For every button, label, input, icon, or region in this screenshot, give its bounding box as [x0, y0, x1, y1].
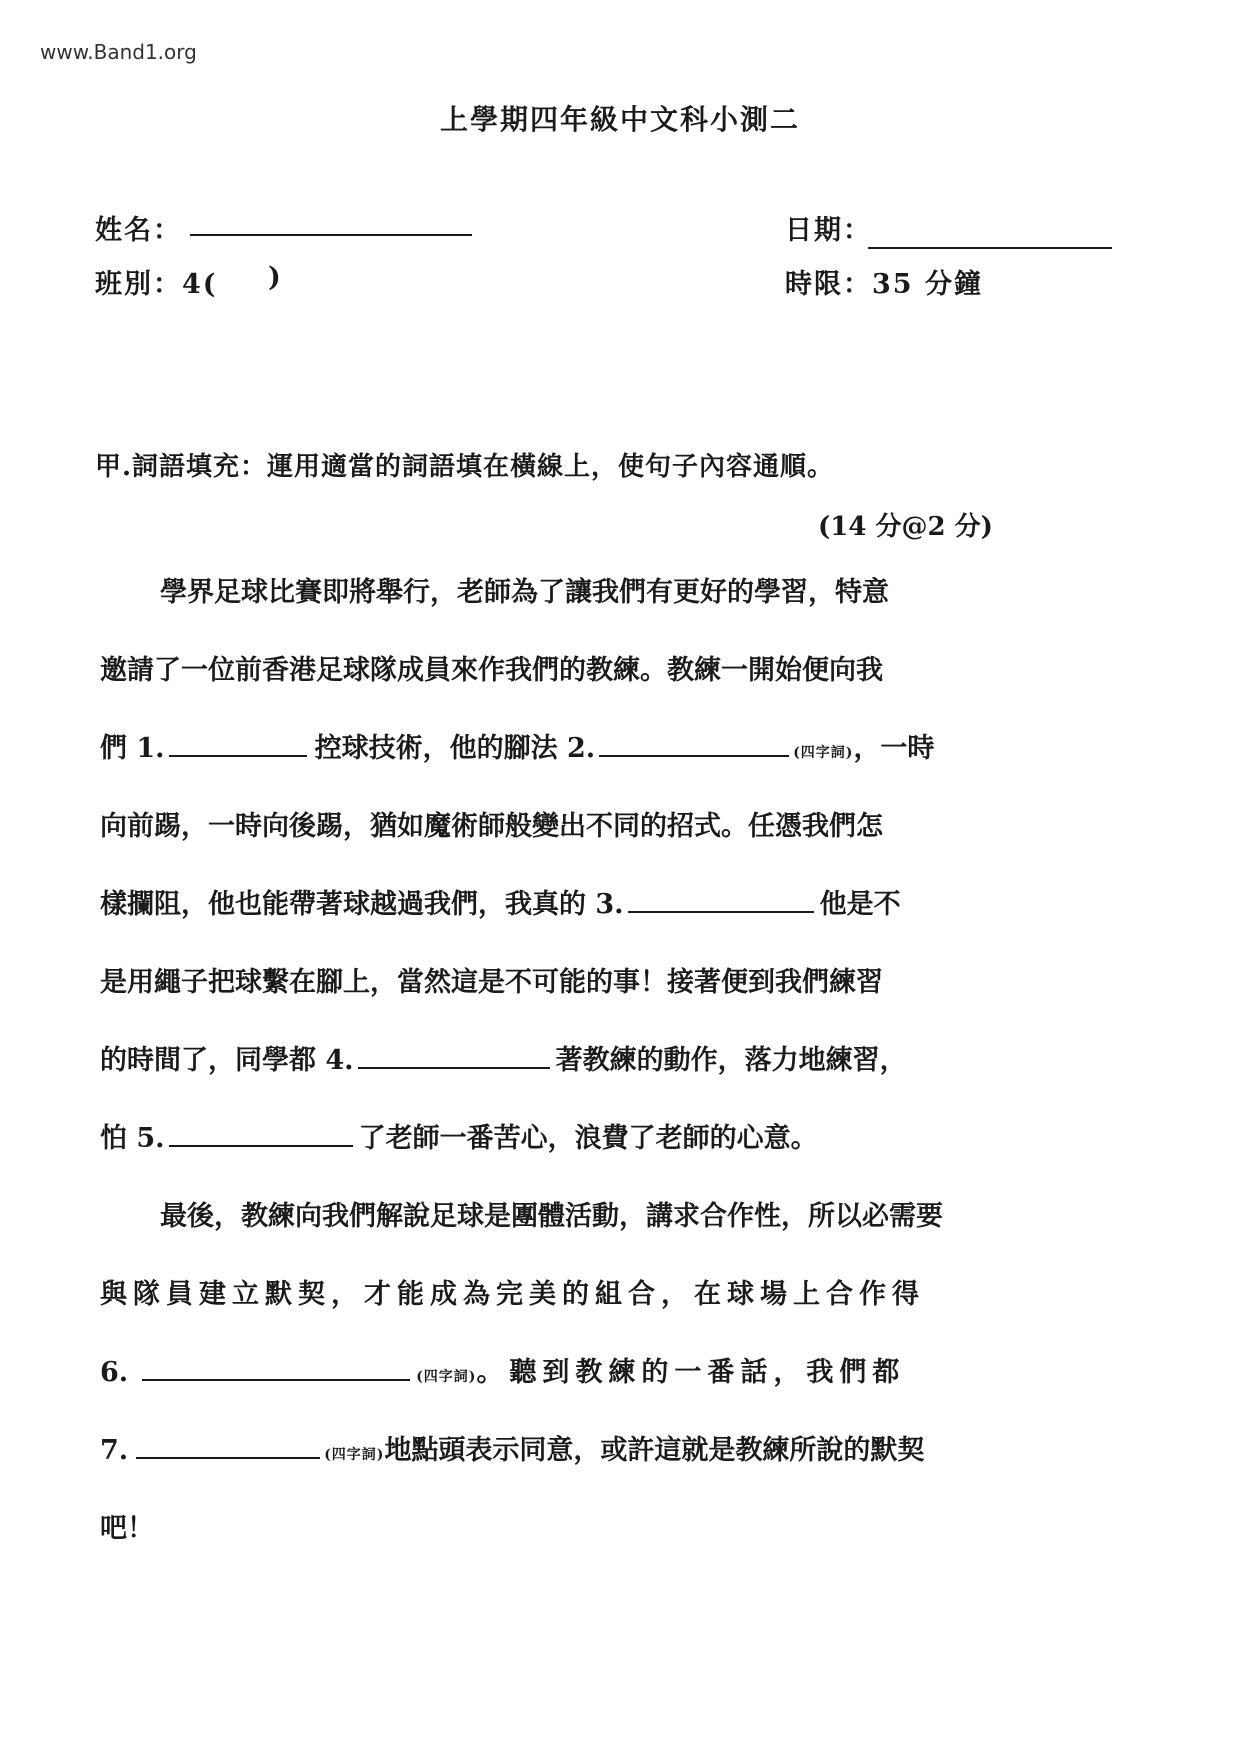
answer-blank-5[interactable] — [169, 1123, 353, 1147]
passage-text: ，一時 — [853, 733, 935, 764]
passage-line-2 — [100, 648, 1008, 687]
section-score: (14 分@2 分) — [818, 512, 993, 542]
passage-line-3 — [100, 726, 1008, 765]
passage-text: 最後，教練向我們解說足球是團體活動，講求合作性，所以必需要 — [160, 1201, 943, 1232]
class-close: ) — [268, 262, 283, 293]
four-char-note: (四字詞) — [416, 1369, 477, 1385]
answer-blank-7[interactable] — [136, 1435, 320, 1459]
date-label: 日期： — [785, 215, 872, 246]
passage-line-9 — [100, 1194, 1008, 1233]
passage-text: 著教練的動作，落力地練習， — [555, 1045, 907, 1076]
passage-text: 7. — [100, 1435, 129, 1466]
passage-text: 吧！ — [100, 1513, 154, 1544]
watermark: www.Band1.org — [40, 40, 197, 64]
passage-text: 是用繩子把球繫在腳上，當然這是不可能的事！接著便到我們練習 — [100, 967, 883, 998]
passage-text: 怕 5. — [100, 1123, 165, 1154]
passage-text: 6. — [100, 1357, 129, 1388]
passage-text: 控球技術，他的腳法 2. — [314, 733, 596, 764]
passage-text: 地點頭表示同意，或許這就是教練所說的默契 — [384, 1435, 925, 1466]
passage-line-6 — [100, 960, 1008, 999]
date-blank[interactable] — [868, 247, 1112, 249]
answer-blank-6[interactable] — [142, 1357, 410, 1381]
passage-text: 了老師一番苦心，浪費了老師的心意。 — [358, 1123, 818, 1154]
passage-text: 的時間了，同學都 4. — [100, 1045, 354, 1076]
answer-blank-3[interactable] — [628, 889, 814, 913]
passage-text: 邀請了一位前香港足球隊成員來作我們的教練。教練一開始便向我 — [100, 655, 883, 686]
passage-line-11 — [100, 1350, 1008, 1389]
passage-line-12 — [100, 1428, 1008, 1467]
section-heading: 甲.詞語填充：運用適當的詞語填在橫線上，使句子內容通順。 — [95, 452, 835, 482]
passage-line-13 — [100, 1506, 1008, 1545]
passage-text: 向前踢，一時向後踢，猶如魔術師般變出不同的招式。任憑我們怎 — [100, 811, 883, 842]
passage-line-4 — [100, 804, 1008, 843]
answer-blank-4[interactable] — [358, 1045, 550, 1069]
passage-text: 樣攔阻，他也能帶著球越過我們，我真的 3. — [100, 889, 624, 920]
answer-blank-1[interactable] — [169, 733, 307, 757]
passage-text: 他是不 — [819, 889, 901, 920]
passage-line-10 — [100, 1272, 1008, 1311]
four-char-note: (四字詞) — [793, 745, 854, 761]
answer-blank-2[interactable] — [599, 733, 789, 757]
page-title: 上學期四年級中文科小測二 — [439, 103, 800, 136]
passage-line-7 — [100, 1038, 1008, 1077]
passage-line-5 — [100, 882, 1008, 921]
passage-line-1 — [100, 570, 1008, 609]
time-limit: 時限：35 分鐘 — [785, 269, 983, 300]
blank-number-1: 們 1. — [100, 733, 165, 764]
passage-text: 學界足球比賽即將舉行，老師為了讓我們有更好的學習，特意 — [160, 577, 889, 608]
name-label: 姓名： — [95, 215, 182, 246]
class-label: 班別：4( — [95, 269, 218, 300]
passage-text: 。聽到教練的一番話，我們都 — [476, 1357, 906, 1388]
four-char-note: (四字詞) — [324, 1447, 385, 1463]
name-blank[interactable] — [190, 234, 472, 236]
passage-text: 與隊員建立默契，才能成為完美的組合，在球場上合作得 — [100, 1279, 925, 1310]
passage-line-8 — [100, 1116, 1008, 1155]
